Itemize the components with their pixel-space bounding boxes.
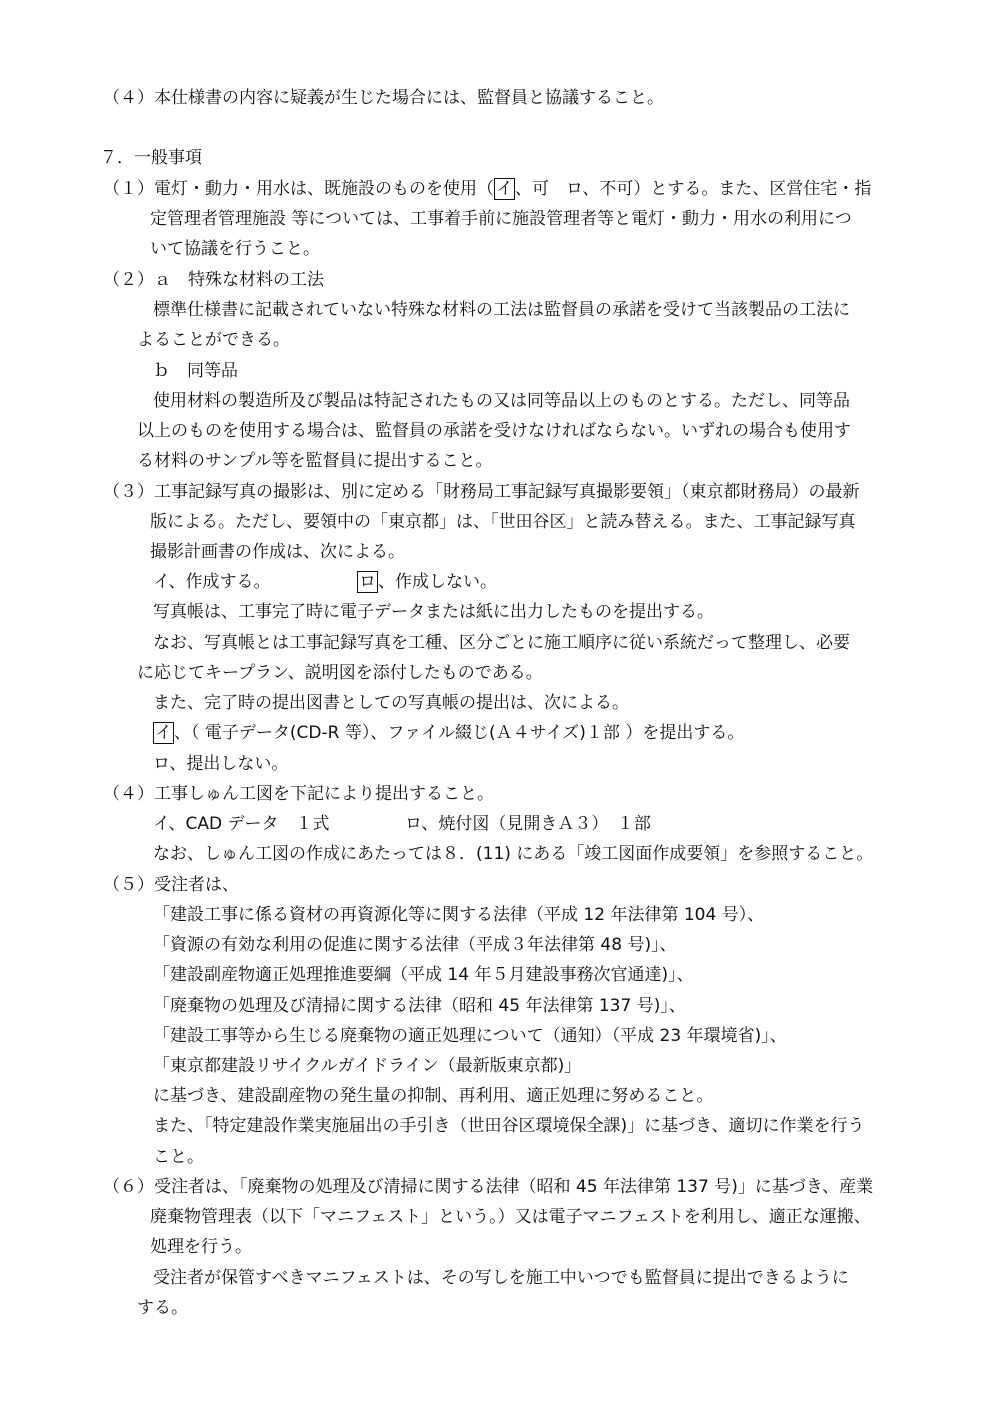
item-3-line-1: （３）工事記録写真の撮影は、別に定める「財務局工事記録写真撮影要領」（東京都財務局）の最新 xyxy=(103,482,860,502)
item-3-line-8: また、完了時の提出図書としての写真帳の提出は、次による。 xyxy=(153,693,629,713)
law-5: 「建設工事等から生じる廃棄物の適正処理について（通知）（平成 23 年環境省)」、 xyxy=(153,1026,787,1046)
item-3-line-9-text: 、（ 電子データ(CD-R 等）、ファイル綴じ(Ａ４サイズ)１部 ）を提出する。 xyxy=(174,723,745,743)
clause-4-doubt: （４）本仕様書の内容に疑義が生じた場合には、監督員と協議すること。 xyxy=(103,88,664,108)
item-6-line-4: 受注者が保管すべきマニフェストは、その写しを施工中いつでも監督員に提出できるように xyxy=(153,1268,849,1288)
item-4-option-print: ロ、焼付図（見開きＡ３） １部 xyxy=(405,814,651,834)
section-7-heading: ７．一般事項 xyxy=(100,148,202,168)
item-3-option-ro-text: 、作成しない。 xyxy=(378,572,497,592)
item-4-line-3: なお、しゅん工図の作成にあたっては８．(11) にある「竣工図面作成要領」を参照すること。 xyxy=(153,844,874,864)
selected-option-box: イ xyxy=(496,179,513,199)
item-2b-heading: ｂ 同等品 xyxy=(153,361,238,381)
law-1: 「建設工事に係る資材の再資源化等に関する法律（平成 12 年法律第 104 号）、 xyxy=(153,905,765,925)
item-2a-line-2: よることができる。 xyxy=(137,330,290,350)
item-1-line-1 xyxy=(103,178,871,200)
item-3-line-5: 写真帳は、工事完了時に電子データまたは紙に出力したものを提出する。 xyxy=(153,602,714,622)
selected-option-box: ロ xyxy=(359,572,376,592)
item-3-option-ro xyxy=(357,571,497,593)
item-5-line-10: こと。 xyxy=(153,1147,204,1167)
item-6-line-5: する。 xyxy=(137,1298,188,1318)
item-5-line-1: （５）受注者は、 xyxy=(103,875,239,895)
law-6: 「東京都建設リサイクルガイドライン（最新版東京都)」 xyxy=(153,1056,582,1076)
item-2b-line-1: 使用材料の製造所及び製品は特記されたもの又は同等品以上のものとする。ただし、同等品 xyxy=(153,391,850,411)
item-1-line-3: いて協議を行うこと。 xyxy=(150,239,320,259)
item-1-line-2: 定管理者管理施設 等については、工事着手前に施設管理者等と電灯・動力・用水の利用につ xyxy=(150,209,852,229)
item-1-text-b: 、可 ロ、不可）とする。また、区営住宅・指 xyxy=(515,179,872,199)
item-2b-line-3: る材料のサンプル等を監督員に提出すること。 xyxy=(137,451,493,471)
item-3-line-2: 版による。ただし、要領中の「東京都」は、「世田谷区」と読み替える。また、工事記録写真 xyxy=(150,512,856,532)
item-3-line-6: なお、写真帳とは工事記録写真を工種、区分ごとに施工順序に従い系統だって整理し、必要 xyxy=(153,633,850,653)
item-4-option-cad: イ、CAD データ １式 xyxy=(153,814,330,834)
selected-option-box: イ xyxy=(155,723,172,743)
item-3-line-7: に応じてキープラン、説明図を添付したものである。 xyxy=(137,663,543,683)
item-5-line-9: また、「特定建設作業実施届出の手引き（世田谷区環境保全課)」に基づき、適切に作業を行う xyxy=(153,1116,865,1136)
item-1-text-a: （１）電灯・動力・用水は、既施設のものを使用（ xyxy=(103,179,494,199)
law-2: 「資源の有効な利用の促進に関する法律（平成３年法律第 48 号)」、 xyxy=(153,935,677,955)
law-3: 「建設副産物適正処理推進要綱（平成 14 年５月建設事務次官通達)」、 xyxy=(153,965,694,985)
item-2b-line-2: 以上のものを使用する場合は、監督員の承諾を受けなければならない。いずれの場合も使用す xyxy=(137,421,851,441)
item-3-line-10: ロ、提出しない。 xyxy=(153,754,289,774)
item-6-line-1: （６）受注者は、「廃棄物の処理及び清掃に関する法律（昭和 45 年法律第 137 号)」に基づき、産業 xyxy=(103,1177,874,1197)
item-6-line-2: 廃棄物管理表（以下「マニフェスト」という。）又は電子マニフェストを利用し、適正な運搬、 xyxy=(150,1207,871,1227)
item-6-line-3: 処理を行う。 xyxy=(150,1237,252,1257)
item-2a-line-1: 標準仕様書に記載されていない特殊な材料の工法は監督員の承諾を受けて当該製品の工法に xyxy=(153,300,850,320)
item-3-line-9 xyxy=(153,722,744,744)
item-3-line-3: 撮影計画書の作成は、次による。 xyxy=(150,542,405,562)
item-4-line-1: （４）工事しゅん工図を下記により提出すること。 xyxy=(103,784,494,804)
item-3-option-i: イ、作成する。 xyxy=(153,572,271,592)
law-4: 「廃棄物の処理及び清掃に関する法律（昭和 45 年法律第 137 号)」、 xyxy=(153,996,686,1016)
item-5-line-8: に基づき、建設副産物の発生量の抑制、再利用、適正処理に努めること。 xyxy=(153,1086,714,1106)
item-2a-heading: （２）ａ 特殊な材料の工法 xyxy=(103,270,324,290)
